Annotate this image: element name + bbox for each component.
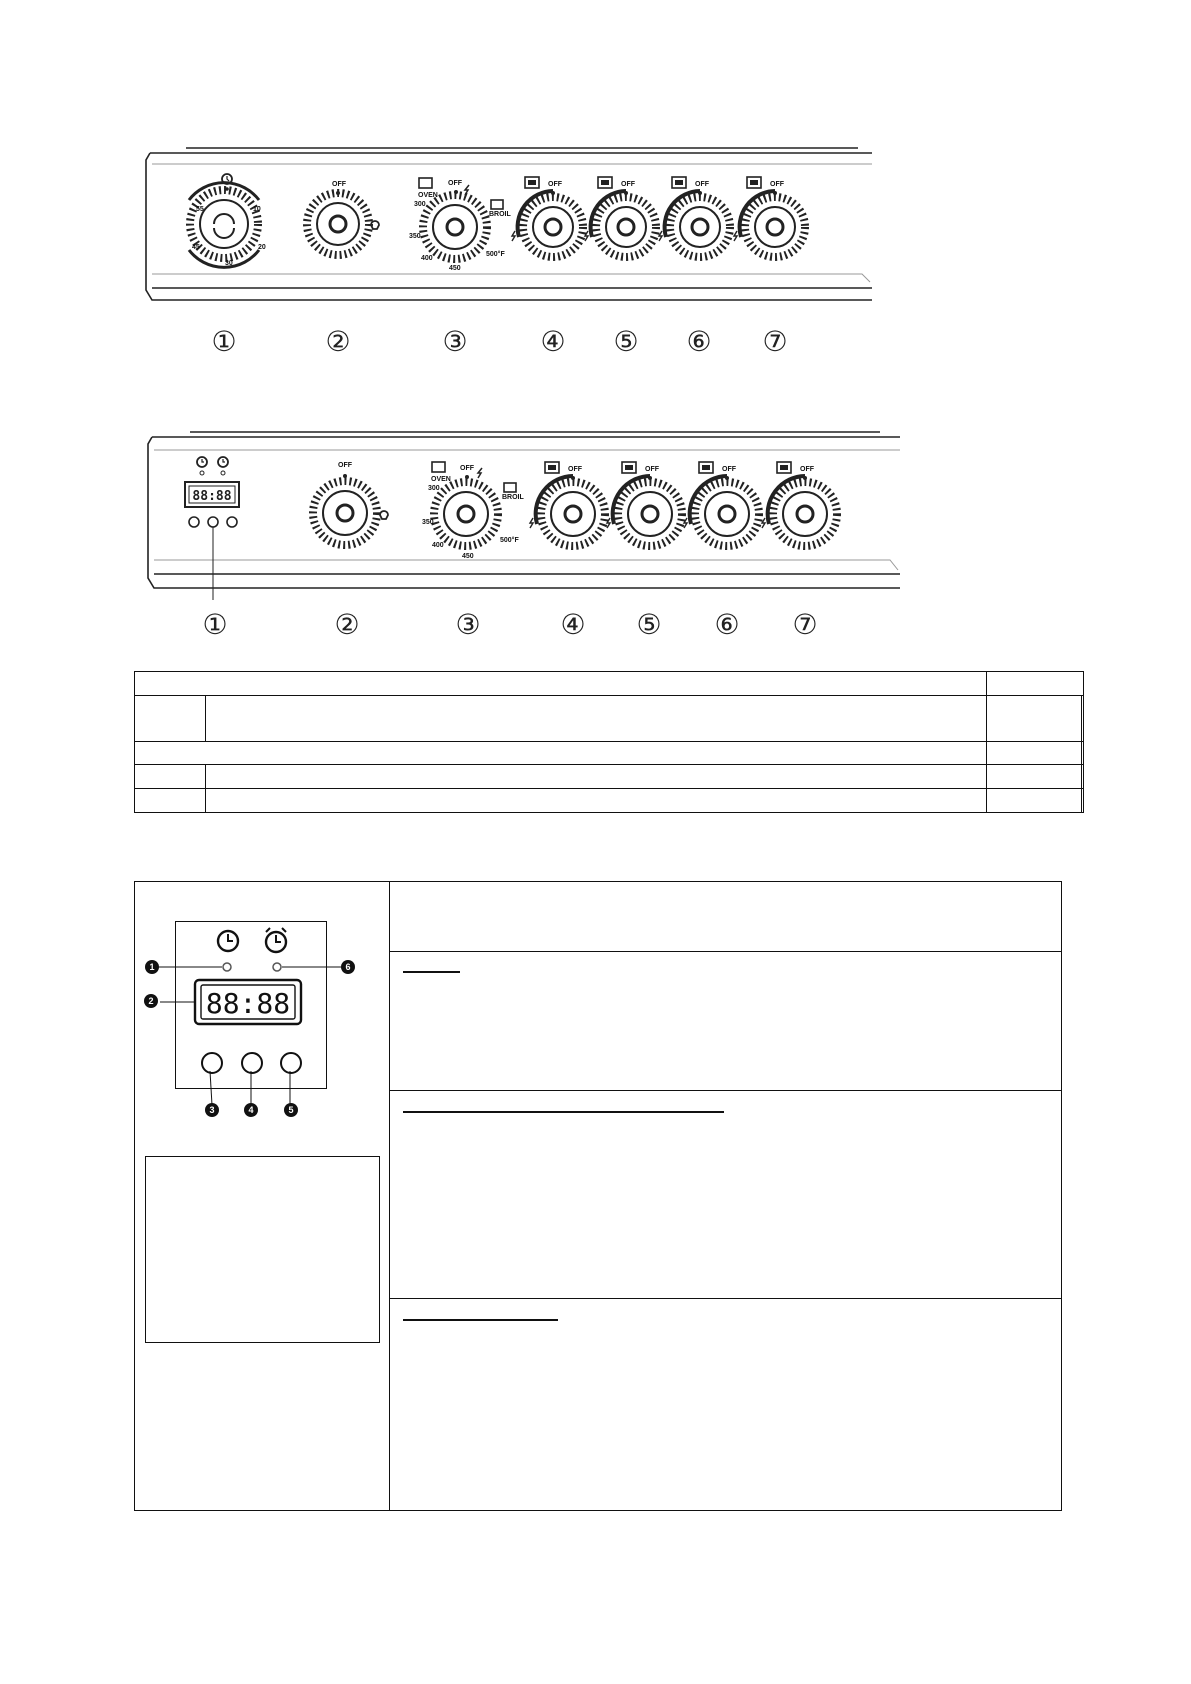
knob-off-label: OFF <box>645 466 659 473</box>
knob-off-label: OFF <box>568 466 582 473</box>
display-digits: 88:88 <box>205 987 291 1020</box>
knob-off-label: OFF <box>722 466 736 473</box>
marker: 5 <box>288 1105 294 1115</box>
callout-number: ② <box>334 608 360 641</box>
clock-button[interactable] <box>202 1053 222 1073</box>
timer-mark: 55 <box>196 206 204 213</box>
knob-off-label: OFF <box>448 180 462 187</box>
marker: 3 <box>209 1105 215 1115</box>
marker: 4 <box>248 1105 254 1115</box>
callout-number: ⑤ <box>636 608 662 641</box>
temp-label: 450 <box>462 553 474 560</box>
temp-label: 500°F <box>486 251 505 258</box>
callout-number: ① <box>202 608 228 641</box>
knob-off-label: OFF <box>332 181 346 188</box>
callout-number: ⑥ <box>686 325 712 358</box>
knob-off-label: OFF <box>338 462 352 469</box>
knob-off-label: OFF <box>695 181 709 188</box>
callout-number: ⑦ <box>792 608 818 641</box>
temp-label: 300 <box>428 485 440 492</box>
callout-number: ③ <box>442 325 468 358</box>
callout-number: ① <box>211 325 237 358</box>
timer-mark: 10 <box>253 206 261 213</box>
temp-label: 350 <box>409 233 421 240</box>
knob-off-label: OFF <box>548 181 562 188</box>
clock-digits: 88:88 <box>192 489 232 504</box>
timer-mark: 20 <box>258 244 266 251</box>
indicator-light <box>273 963 281 971</box>
knob-off-label: OFF <box>460 465 474 472</box>
marker: 6 <box>345 962 351 972</box>
knob-off-label: OFF <box>770 181 784 188</box>
oven-label: OVEN <box>431 476 451 483</box>
marker: 2 <box>148 996 154 1006</box>
broil-label: BROIL <box>502 494 524 501</box>
temp-label: 450 <box>449 265 461 272</box>
indicator-light <box>223 963 231 971</box>
oven-label: OVEN <box>418 192 438 199</box>
broil-label: BROIL <box>489 211 511 218</box>
callout-number: ② <box>325 325 351 358</box>
clock-button[interactable] <box>281 1053 301 1073</box>
temp-label: 300 <box>414 201 426 208</box>
timer-mark: 30 <box>225 260 233 267</box>
timer-mark: 45 <box>192 244 200 251</box>
temp-label: 350 <box>422 519 434 526</box>
section-heading-underline <box>403 1319 558 1321</box>
temp-label: 400 <box>421 255 433 262</box>
callout-number: ⑦ <box>762 325 788 358</box>
callout-number: ⑤ <box>613 325 639 358</box>
alarm-icon <box>266 928 286 952</box>
marker: 1 <box>149 962 155 972</box>
clock-icon <box>218 931 238 951</box>
divider <box>389 1298 1062 1299</box>
knob-off-label: OFF <box>621 181 635 188</box>
temp-label: 500°F <box>500 537 519 544</box>
callout-number: ④ <box>560 608 586 641</box>
temp-label: 400 <box>432 542 444 549</box>
clock-button[interactable] <box>242 1053 262 1073</box>
callout-number: ⑥ <box>714 608 740 641</box>
callout-number: ④ <box>540 325 566 358</box>
knob-off-label: OFF <box>800 466 814 473</box>
callout-number: ③ <box>455 608 481 641</box>
